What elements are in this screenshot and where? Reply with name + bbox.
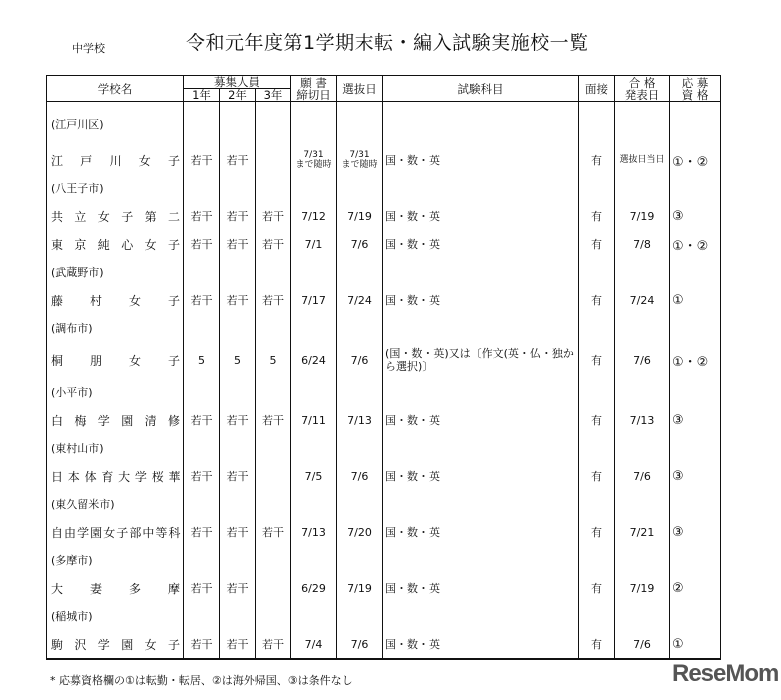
region-row xyxy=(47,258,721,286)
empty-cell xyxy=(383,434,579,462)
school-name: 自由学園女子部中等科 xyxy=(47,518,184,546)
empty-cell xyxy=(220,258,256,286)
empty-cell xyxy=(337,102,383,147)
selection-date: 7/6 xyxy=(337,630,383,659)
empty-cell xyxy=(670,258,721,286)
exam-subjects: 国・数・英 xyxy=(383,146,579,174)
empty-cell xyxy=(670,174,721,202)
empty-cell xyxy=(670,434,721,462)
grade1-count: 若干 xyxy=(184,518,220,546)
announce-date: 7/6 xyxy=(615,462,670,490)
empty-cell xyxy=(383,490,579,518)
application-deadline: 7/4 xyxy=(291,630,337,659)
region-label: (稲城市) xyxy=(47,602,184,630)
grade1-count: 若干 xyxy=(184,574,220,602)
empty-cell xyxy=(383,602,579,630)
resemom-logo: ReseMom xyxy=(672,660,779,687)
selection-date: 7/13 xyxy=(337,406,383,434)
empty-cell xyxy=(615,378,670,406)
eligibility: ② xyxy=(670,574,721,602)
table-row xyxy=(47,462,721,490)
empty-cell xyxy=(615,314,670,342)
table-row xyxy=(47,202,721,230)
empty-cell xyxy=(579,434,615,462)
selection-date: 7/24 xyxy=(337,286,383,314)
region-row xyxy=(47,174,721,202)
exam-subjects: 国・数・英 xyxy=(383,406,579,434)
grade2-count: 若干 xyxy=(220,146,256,174)
empty-cell xyxy=(291,546,337,574)
interview: 有 xyxy=(579,146,615,174)
empty-cell xyxy=(220,314,256,342)
header-grade1: 1年 xyxy=(184,89,220,102)
grade2-count: 若干 xyxy=(220,202,256,230)
eligibility: ①・② xyxy=(670,342,721,378)
school-name: 桐朋女子 xyxy=(47,342,184,378)
application-deadline: 7/1 xyxy=(291,230,337,258)
empty-cell xyxy=(670,378,721,406)
region-row xyxy=(47,434,721,462)
application-deadline: 7/13 xyxy=(291,518,337,546)
empty-cell xyxy=(337,258,383,286)
grade2-count: 若干 xyxy=(220,406,256,434)
grade1-count: 若干 xyxy=(184,462,220,490)
exam-subjects: 国・数・英 xyxy=(383,630,579,659)
application-deadline: 7/11 xyxy=(291,406,337,434)
grade3-count xyxy=(256,574,291,602)
school-name: 藤村女子 xyxy=(47,286,184,314)
empty-cell xyxy=(184,546,220,574)
grade2-count: 若干 xyxy=(220,630,256,659)
school-name: 共立女子第二 xyxy=(47,202,184,230)
exam-subjects: (国・数・英)又は〔作文(英・仏・独から選択)〕 xyxy=(383,342,579,378)
announce-date: 7/19 xyxy=(615,202,670,230)
empty-cell xyxy=(383,174,579,202)
exam-subjects: 国・数・英 xyxy=(383,286,579,314)
region-label: (八王子市) xyxy=(47,174,184,202)
empty-cell xyxy=(220,490,256,518)
grade2-count: 若干 xyxy=(220,574,256,602)
grade1-count: 若干 xyxy=(184,230,220,258)
header-announce: 合 格 発表日 xyxy=(615,76,670,102)
announce-date: 7/21 xyxy=(615,518,670,546)
region-row xyxy=(47,546,721,574)
header-interview: 面接 xyxy=(579,76,615,102)
announce-date: 7/6 xyxy=(615,342,670,378)
empty-cell xyxy=(337,490,383,518)
school-name: 大妻多摩 xyxy=(47,574,184,602)
empty-cell xyxy=(337,378,383,406)
empty-cell xyxy=(383,102,579,147)
empty-cell xyxy=(220,546,256,574)
application-deadline: 6/29 xyxy=(291,574,337,602)
grade3-count: 若干 xyxy=(256,630,291,659)
region-label: (武蔵野市) xyxy=(47,258,184,286)
empty-cell xyxy=(383,546,579,574)
interview: 有 xyxy=(579,462,615,490)
grade3-count: 5 xyxy=(256,342,291,378)
header-deadline: 願 書 締切日 xyxy=(291,76,337,102)
grade1-count: 若干 xyxy=(184,406,220,434)
empty-cell xyxy=(220,434,256,462)
table-row xyxy=(47,230,721,258)
empty-cell xyxy=(291,434,337,462)
schools-table xyxy=(46,75,721,660)
grade3-count xyxy=(256,462,291,490)
announce-date: 7/6 xyxy=(615,630,670,659)
grade1-count: 5 xyxy=(184,342,220,378)
grade2-count: 5 xyxy=(220,342,256,378)
empty-cell xyxy=(670,546,721,574)
exam-subjects: 国・数・英 xyxy=(383,202,579,230)
selection-date: 7/6 xyxy=(337,342,383,378)
empty-cell xyxy=(184,174,220,202)
table-row xyxy=(47,286,721,314)
grade2-count: 若干 xyxy=(220,286,256,314)
empty-cell xyxy=(383,314,579,342)
application-deadline: 7/31 まで随時 xyxy=(291,146,337,174)
empty-cell xyxy=(579,546,615,574)
table-row xyxy=(47,574,721,602)
announce-date: 7/8 xyxy=(615,230,670,258)
table-row xyxy=(47,146,721,174)
empty-cell xyxy=(256,174,291,202)
empty-cell xyxy=(256,546,291,574)
empty-cell xyxy=(615,434,670,462)
empty-cell xyxy=(383,378,579,406)
header-school: 学校名 xyxy=(47,76,184,102)
region-label: (小平市) xyxy=(47,378,184,406)
grade3-count: 若干 xyxy=(256,286,291,314)
interview: 有 xyxy=(579,286,615,314)
eligibility: ③ xyxy=(670,202,721,230)
empty-cell xyxy=(337,602,383,630)
school-name: 江戸川女子 xyxy=(47,146,184,174)
school-name: 駒沢学園女子 xyxy=(47,630,184,659)
eligibility: ① xyxy=(670,630,721,659)
page-title: 令和元年度第1学期末転・編入試験実施校一覧 xyxy=(186,32,589,54)
empty-cell xyxy=(337,314,383,342)
table-row xyxy=(47,342,721,378)
empty-cell xyxy=(383,258,579,286)
header-eligibility: 応 募 資 格 xyxy=(670,76,721,102)
header-recruit: 募集人員 xyxy=(184,76,291,89)
exam-subjects: 国・数・英 xyxy=(383,574,579,602)
interview: 有 xyxy=(579,574,615,602)
empty-cell xyxy=(220,174,256,202)
interview: 有 xyxy=(579,406,615,434)
empty-cell xyxy=(670,490,721,518)
empty-cell xyxy=(579,174,615,202)
table-row xyxy=(47,406,721,434)
table-row xyxy=(47,630,721,659)
empty-cell xyxy=(220,102,256,147)
empty-cell xyxy=(291,378,337,406)
exam-subjects: 国・数・英 xyxy=(383,518,579,546)
empty-cell xyxy=(184,602,220,630)
empty-cell xyxy=(615,258,670,286)
empty-cell xyxy=(670,102,721,147)
region-label: (東久留米市) xyxy=(47,490,184,518)
school-name: 東京純心女子 xyxy=(47,230,184,258)
grade2-count: 若干 xyxy=(220,518,256,546)
empty-cell xyxy=(579,102,615,147)
empty-cell xyxy=(579,258,615,286)
region-label: (東村山市) xyxy=(47,434,184,462)
empty-cell xyxy=(579,314,615,342)
announce-date: 7/13 xyxy=(615,406,670,434)
grade2-count: 若干 xyxy=(220,230,256,258)
interview: 有 xyxy=(579,630,615,659)
header-subjects: 試験科目 xyxy=(383,76,579,102)
empty-cell xyxy=(291,602,337,630)
empty-cell xyxy=(256,314,291,342)
empty-cell xyxy=(184,378,220,406)
region-row xyxy=(47,602,721,630)
empty-cell xyxy=(615,102,670,147)
eligibility: ① xyxy=(670,286,721,314)
empty-cell xyxy=(256,490,291,518)
application-deadline: 7/12 xyxy=(291,202,337,230)
header-grade3: 3年 xyxy=(256,89,291,102)
exam-subjects: 国・数・英 xyxy=(383,462,579,490)
empty-cell xyxy=(184,258,220,286)
empty-cell xyxy=(256,102,291,147)
school-name: 日本体育大学桜華 xyxy=(47,462,184,490)
interview: 有 xyxy=(579,230,615,258)
selection-date: 7/19 xyxy=(337,202,383,230)
empty-cell xyxy=(291,314,337,342)
empty-cell xyxy=(337,546,383,574)
grade3-count: 若干 xyxy=(256,406,291,434)
empty-cell xyxy=(256,258,291,286)
empty-cell xyxy=(291,174,337,202)
empty-cell xyxy=(337,174,383,202)
empty-cell xyxy=(256,434,291,462)
empty-cell xyxy=(184,314,220,342)
grade1-count: 若干 xyxy=(184,146,220,174)
empty-cell xyxy=(184,102,220,147)
selection-date: 7/31 まで随時 xyxy=(337,146,383,174)
region-label: (江戸川区) xyxy=(47,102,184,147)
empty-cell xyxy=(615,546,670,574)
section-label: 中学校 xyxy=(72,42,105,55)
grade2-count: 若干 xyxy=(220,462,256,490)
region-row xyxy=(47,490,721,518)
announce-date: 選抜日当日 xyxy=(615,146,670,174)
grade3-count: 若干 xyxy=(256,202,291,230)
eligibility: ①・② xyxy=(670,230,721,258)
interview: 有 xyxy=(579,342,615,378)
empty-cell xyxy=(220,378,256,406)
empty-cell xyxy=(670,314,721,342)
application-deadline: 7/17 xyxy=(291,286,337,314)
region-row xyxy=(47,102,721,147)
selection-date: 7/6 xyxy=(337,230,383,258)
empty-cell xyxy=(615,490,670,518)
grade3-count: 若干 xyxy=(256,518,291,546)
announce-date: 7/19 xyxy=(615,574,670,602)
region-label: (多摩市) xyxy=(47,546,184,574)
empty-cell xyxy=(337,434,383,462)
empty-cell xyxy=(579,378,615,406)
selection-date: 7/6 xyxy=(337,462,383,490)
empty-cell xyxy=(184,490,220,518)
empty-cell xyxy=(291,102,337,147)
table-row xyxy=(47,518,721,546)
eligibility: ③ xyxy=(670,406,721,434)
selection-date: 7/20 xyxy=(337,518,383,546)
empty-cell xyxy=(579,490,615,518)
application-deadline: 7/5 xyxy=(291,462,337,490)
selection-date: 7/19 xyxy=(337,574,383,602)
empty-cell xyxy=(291,490,337,518)
interview: 有 xyxy=(579,518,615,546)
eligibility: ①・② xyxy=(670,146,721,174)
empty-cell xyxy=(220,602,256,630)
empty-cell xyxy=(291,258,337,286)
grade1-count: 若干 xyxy=(184,286,220,314)
eligibility: ③ xyxy=(670,462,721,490)
eligibility: ③ xyxy=(670,518,721,546)
exam-subjects: 国・数・英 xyxy=(383,230,579,258)
empty-cell xyxy=(256,602,291,630)
empty-cell xyxy=(256,378,291,406)
grade1-count: 若干 xyxy=(184,202,220,230)
region-row xyxy=(47,378,721,406)
grade3-count xyxy=(256,146,291,174)
empty-cell xyxy=(579,602,615,630)
header-selection: 選抜日 xyxy=(337,76,383,102)
empty-cell xyxy=(184,434,220,462)
empty-cell xyxy=(615,602,670,630)
empty-cell xyxy=(615,174,670,202)
empty-cell xyxy=(670,602,721,630)
region-row xyxy=(47,314,721,342)
school-name: 白梅学園清修 xyxy=(47,406,184,434)
grade3-count: 若干 xyxy=(256,230,291,258)
footnote: * 応募資格欄の①は転勤・転居、②は海外帰国、③は条件なし xyxy=(50,674,353,687)
header-grade2: 2年 xyxy=(220,89,256,102)
announce-date: 7/24 xyxy=(615,286,670,314)
interview: 有 xyxy=(579,202,615,230)
region-label: (調布市) xyxy=(47,314,184,342)
grade1-count: 若干 xyxy=(184,630,220,659)
application-deadline: 6/24 xyxy=(291,342,337,378)
